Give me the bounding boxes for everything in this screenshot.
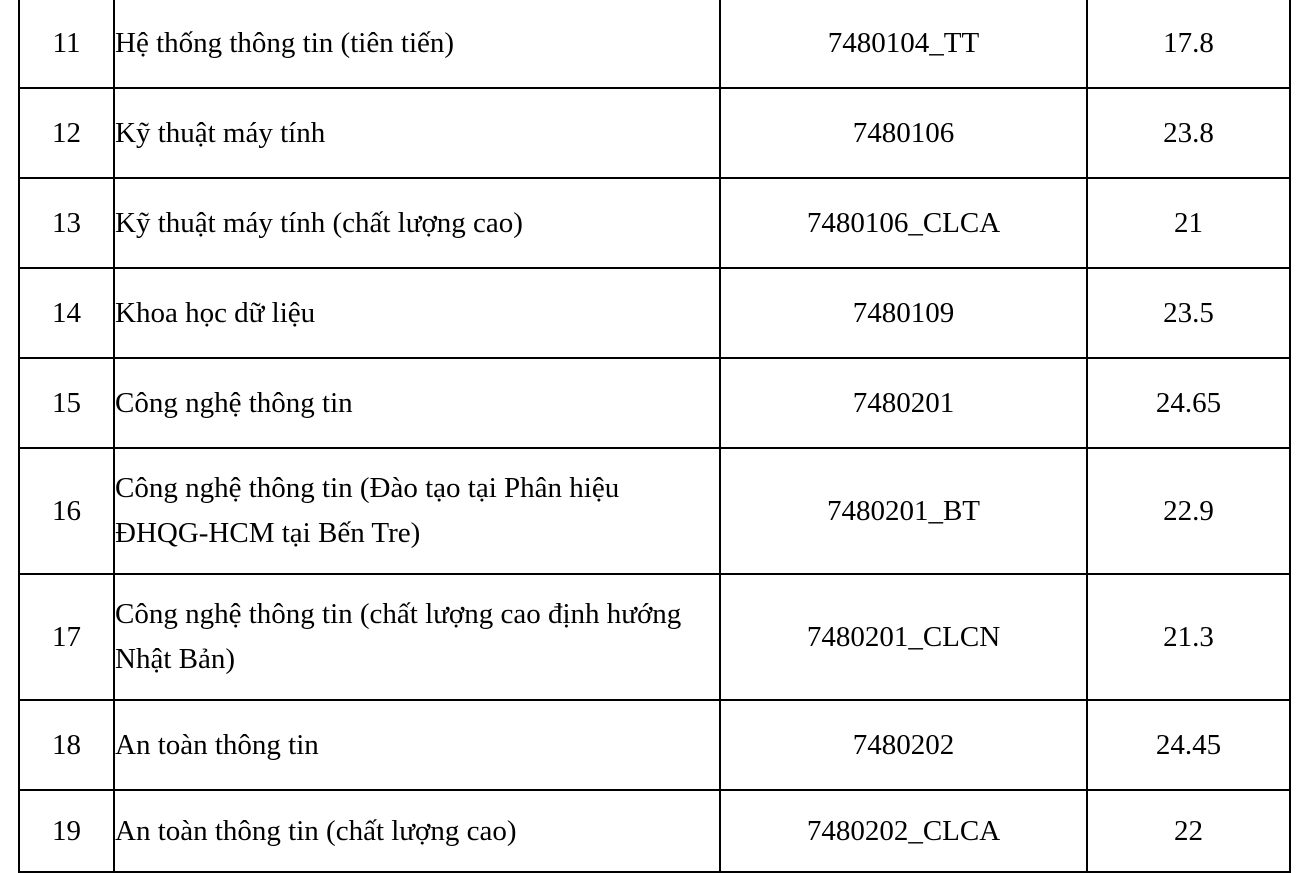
benchmark-score: 17.8 xyxy=(1087,0,1290,88)
benchmark-score: 22.9 xyxy=(1087,448,1290,574)
benchmark-score: 22 xyxy=(1087,790,1290,872)
table-row xyxy=(19,358,1290,448)
row-number: 13 xyxy=(19,178,114,268)
major-code: 7480106 xyxy=(720,88,1087,178)
major-code: 7480109 xyxy=(720,268,1087,358)
row-number: 14 xyxy=(19,268,114,358)
major-code: 7480201_CLCN xyxy=(720,574,1087,700)
major-name: Công nghệ thông tin xyxy=(114,358,720,448)
table-row xyxy=(19,178,1290,268)
benchmark-score: 21.3 xyxy=(1087,574,1290,700)
major-code: 7480106_CLCA xyxy=(720,178,1087,268)
major-name: An toàn thông tin xyxy=(114,700,720,790)
row-number: 11 xyxy=(19,0,114,88)
benchmark-score: 24.45 xyxy=(1087,700,1290,790)
table-row xyxy=(19,88,1290,178)
table-row xyxy=(19,574,1290,700)
row-number: 19 xyxy=(19,790,114,872)
row-number: 12 xyxy=(19,88,114,178)
table-row xyxy=(19,700,1290,790)
table-row xyxy=(19,0,1290,88)
major-name: An toàn thông tin (chất lượng cao) xyxy=(114,790,720,872)
table-row xyxy=(19,790,1290,872)
row-number: 18 xyxy=(19,700,114,790)
major-code: 7480202 xyxy=(720,700,1087,790)
major-name: Công nghệ thông tin (chất lượng cao định hướng Nhật Bản) xyxy=(114,574,720,700)
benchmark-score: 24.65 xyxy=(1087,358,1290,448)
major-code: 7480104_TT xyxy=(720,0,1087,88)
benchmark-score: 23.5 xyxy=(1087,268,1290,358)
table-row xyxy=(19,448,1290,574)
major-name: Kỹ thuật máy tính xyxy=(114,88,720,178)
row-number: 17 xyxy=(19,574,114,700)
row-number: 15 xyxy=(19,358,114,448)
major-name: Hệ thống thông tin (tiên tiến) xyxy=(114,0,720,88)
benchmark-score: 23.8 xyxy=(1087,88,1290,178)
table-row xyxy=(19,268,1290,358)
major-code: 7480201_BT xyxy=(720,448,1087,574)
major-name: Công nghệ thông tin (Đào tạo tại Phân hiệu ĐHQG-HCM tại Bến Tre) xyxy=(114,448,720,574)
admission-scores-table xyxy=(18,0,1291,873)
row-number: 16 xyxy=(19,448,114,574)
major-name: Khoa học dữ liệu xyxy=(114,268,720,358)
benchmark-score: 21 xyxy=(1087,178,1290,268)
major-code: 7480202_CLCA xyxy=(720,790,1087,872)
major-name: Kỹ thuật máy tính (chất lượng cao) xyxy=(114,178,720,268)
major-code: 7480201 xyxy=(720,358,1087,448)
